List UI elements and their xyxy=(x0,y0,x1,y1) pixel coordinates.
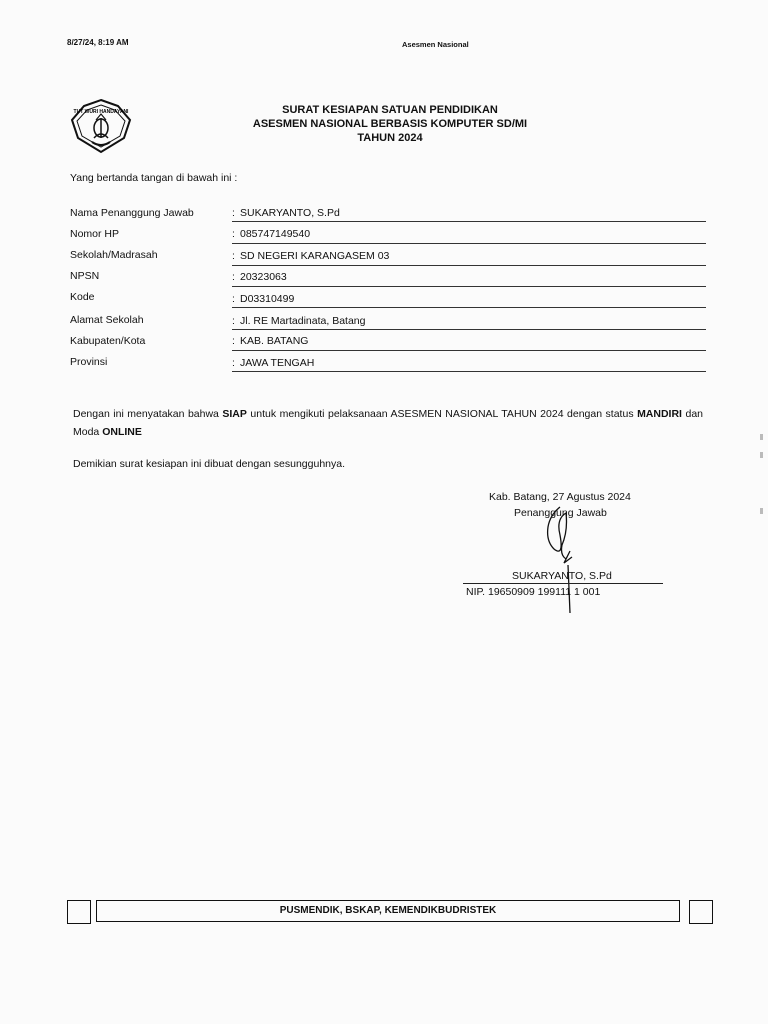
field-value: Jl. RE Martadinata, Batang xyxy=(240,315,366,327)
field-colon: : xyxy=(232,335,235,347)
statement-part-2: untuk mengikuti pelaksanaan ASESMEN NASIONAL TAHUN 2024 dengan status xyxy=(246,408,638,420)
footer-left-box xyxy=(67,900,91,924)
field-value: SD NEGERI KARANGASEM 03 xyxy=(240,250,390,262)
field-value: 20323063 xyxy=(240,271,287,283)
handwritten-signature xyxy=(520,505,590,615)
scan-artifact xyxy=(760,452,763,458)
emblem-text: TUT WURI HANDAYANI xyxy=(73,109,129,115)
field-underline xyxy=(232,265,706,266)
field-colon: : xyxy=(232,228,235,240)
signature-line xyxy=(463,583,663,584)
field-underline xyxy=(232,286,706,287)
field-label: Kode xyxy=(70,291,95,303)
field-value: KAB. BATANG xyxy=(240,335,309,347)
signature-role: Penanggung Jawab xyxy=(514,507,607,519)
signatory-name: SUKARYANTO, S.Pd xyxy=(512,570,612,582)
field-underline xyxy=(232,329,706,330)
field-colon: : xyxy=(232,207,235,219)
statement-siap: SIAP xyxy=(222,408,247,420)
signature-place-date: Kab. Batang, 27 Agustus 2024 xyxy=(489,491,631,503)
field-colon: : xyxy=(232,315,235,327)
field-colon: : xyxy=(232,271,235,283)
footer-text: PUSMENDIK, BSKAP, KEMENDIKBUDRISTEK xyxy=(279,905,497,916)
field-colon: : xyxy=(232,250,235,262)
signatory-nip: NIP. 19650909 199111 1 001 xyxy=(466,586,601,598)
intro-text: Yang bertanda tangan di bawah ini : xyxy=(70,172,238,184)
statement-part-1: Dengan ini menyatakan bahwa xyxy=(73,408,223,420)
field-value: SUKARYANTO, S.Pd xyxy=(240,207,340,219)
field-underline xyxy=(232,350,706,351)
scan-artifact xyxy=(760,434,763,440)
tut-wuri-handayani-emblem-icon xyxy=(66,98,136,154)
field-underline xyxy=(232,371,706,372)
doc-title-line-2: ASESMEN NASIONAL BERBASIS KOMPUTER SD/MI xyxy=(252,118,528,130)
field-underline xyxy=(232,243,706,244)
field-colon: : xyxy=(232,293,235,305)
footer-right-box xyxy=(689,900,713,924)
print-datetime: 8/27/24, 8:19 AM xyxy=(67,38,129,47)
field-value: JAWA TENGAH xyxy=(240,357,315,369)
field-value: 085747149540 xyxy=(240,228,311,240)
field-underline xyxy=(232,307,706,308)
page-header-title: Asesmen Nasional xyxy=(402,40,469,49)
field-value: D03310499 xyxy=(240,293,295,305)
field-colon: : xyxy=(232,357,235,369)
field-label: Alamat Sekolah xyxy=(70,314,144,326)
doc-title-line-1: SURAT KESIAPAN SATUAN PENDIDIKAN xyxy=(282,104,498,116)
field-label: Sekolah/Madrasah xyxy=(70,249,158,261)
statement-paragraph xyxy=(73,405,703,441)
field-label: NPSN xyxy=(70,270,100,282)
statement-part-3: dan Moda xyxy=(73,408,703,438)
closing-text: Demikian surat kesiapan ini dibuat dengan sesungguhnya. xyxy=(73,458,346,470)
field-label: Nomor HP xyxy=(70,228,120,240)
field-label: Provinsi xyxy=(70,356,108,368)
field-label: Kabupaten/Kota xyxy=(70,335,146,347)
statement-mandiri: MANDIRI xyxy=(637,408,682,420)
doc-title-line-3: TAHUN 2024 xyxy=(357,132,423,144)
statement-online: ONLINE xyxy=(102,426,142,438)
field-underline xyxy=(232,221,706,222)
scan-artifact xyxy=(760,508,763,514)
field-label: Nama Penanggung Jawab xyxy=(70,207,194,219)
